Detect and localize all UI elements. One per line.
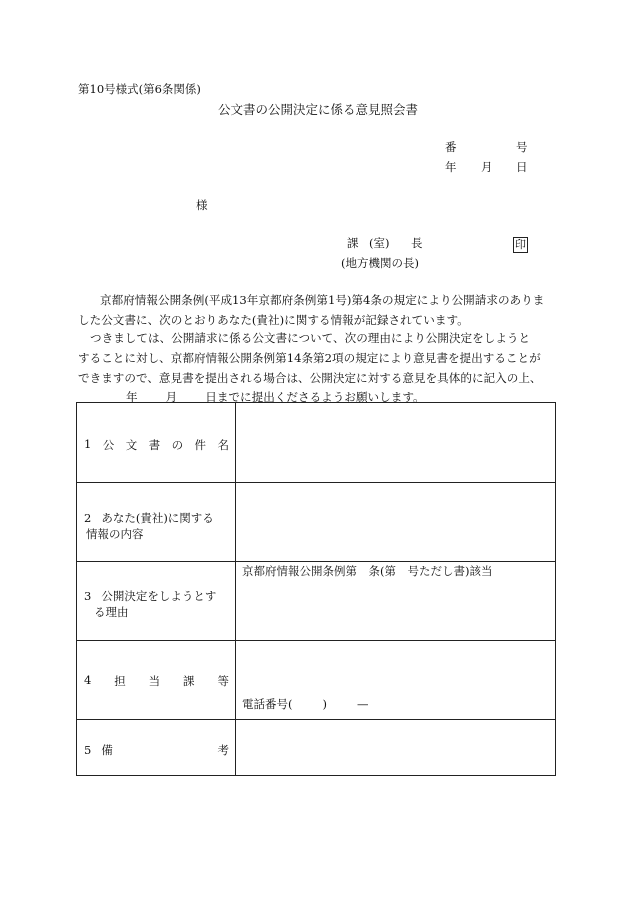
date-year: 年 — [445, 160, 457, 174]
phone-close: ) — [322, 697, 327, 711]
phone-label: 電話番号( — [242, 697, 293, 711]
p1-line2: した公文書に、次のとおりあなた(貴社)に関する情報が記録されています。 — [78, 312, 469, 327]
label-char: 名 — [217, 438, 229, 452]
document-title: 公文書の公開決定に係る意見照会書 — [218, 102, 419, 117]
inquiry-table — [76, 402, 556, 776]
label-char: 課 — [183, 674, 195, 688]
date-day: 日 — [516, 160, 528, 174]
value-document-name[interactable] — [236, 403, 556, 483]
label-char: 書 — [148, 438, 161, 452]
label-document-name — [77, 403, 236, 483]
label-char: 担 — [114, 674, 126, 688]
value-info-content[interactable] — [236, 483, 556, 562]
sender-ka: 課 — [347, 236, 359, 250]
label-char: 件 — [194, 438, 207, 452]
p2-line4-month: 月 — [165, 390, 178, 405]
label-char: 等 — [217, 674, 229, 688]
sender-cho: 長 — [411, 236, 423, 250]
paragraph-1 — [78, 291, 556, 331]
label-line1: あなた(貴社)に関する — [101, 511, 214, 525]
p2-line4-year: 年 — [126, 390, 138, 405]
label-remarks — [77, 720, 236, 776]
phone-dash: — — [357, 697, 369, 711]
row-number: 1 — [84, 437, 92, 451]
doc-number-go: 号 — [516, 140, 528, 154]
table-row — [77, 403, 556, 483]
seal-stamp — [513, 235, 528, 253]
label-char: 考 — [217, 743, 229, 757]
p2-line1: つきましては、公開請求に係る公文書について、次の理由により公開決定をしようと — [90, 331, 531, 345]
label-line2: 情報の内容 — [86, 527, 144, 541]
p2-line4-rest: 日までに提出くださるようお願いします。 — [205, 390, 425, 405]
date-month: 月 — [481, 160, 493, 174]
label-info-content — [77, 483, 236, 562]
addressee-sama: 様 — [196, 198, 208, 212]
table-row — [77, 562, 556, 641]
seal-char: 印 — [515, 238, 526, 251]
label-char: 公 — [102, 438, 115, 452]
sender-shitsu: (室) — [369, 236, 390, 250]
label-reason — [77, 562, 236, 641]
p2-line2: することに対し、京都府情報公開条例第14条第2項の規定により意見書を提出することが — [78, 350, 541, 365]
table-row — [77, 483, 556, 562]
p1-line1: 京都府情報公開条例(平成13年京都府条例第1号)第4条の規定により公開請求のありま — [100, 293, 545, 307]
label-department — [77, 641, 236, 720]
paragraph-2 — [78, 329, 556, 408]
label-char: の — [171, 438, 184, 452]
row-number: 5 — [84, 743, 92, 757]
row-number: 4 — [84, 673, 92, 687]
form-number: 第10号様式(第6条関係) — [78, 82, 201, 96]
table-row — [77, 641, 556, 720]
label-char: 備 — [101, 743, 113, 757]
doc-number-label: 番 — [445, 140, 457, 154]
label-char: 文 — [125, 438, 138, 452]
table-row — [77, 720, 556, 776]
value-department[interactable] — [236, 641, 556, 720]
value-reason[interactable] — [236, 562, 556, 641]
value-remarks[interactable] — [236, 720, 556, 776]
reason-text: 京都府情報公開条例第 条(第 号ただし書)該当 — [242, 564, 493, 578]
sender-subtitle: (地方機関の長) — [341, 256, 419, 270]
row-number: 2 — [84, 511, 92, 525]
label-line2: る理由 — [94, 605, 129, 619]
phone-line — [242, 699, 369, 711]
p2-line3: できますので、意見書を提出される場合は、公開決定に対する意見を具体的に記入の上、 — [78, 370, 542, 385]
row-number: 3 — [84, 589, 92, 603]
label-line1: 公開決定をしようとす — [101, 589, 217, 603]
label-char: 当 — [148, 674, 161, 688]
